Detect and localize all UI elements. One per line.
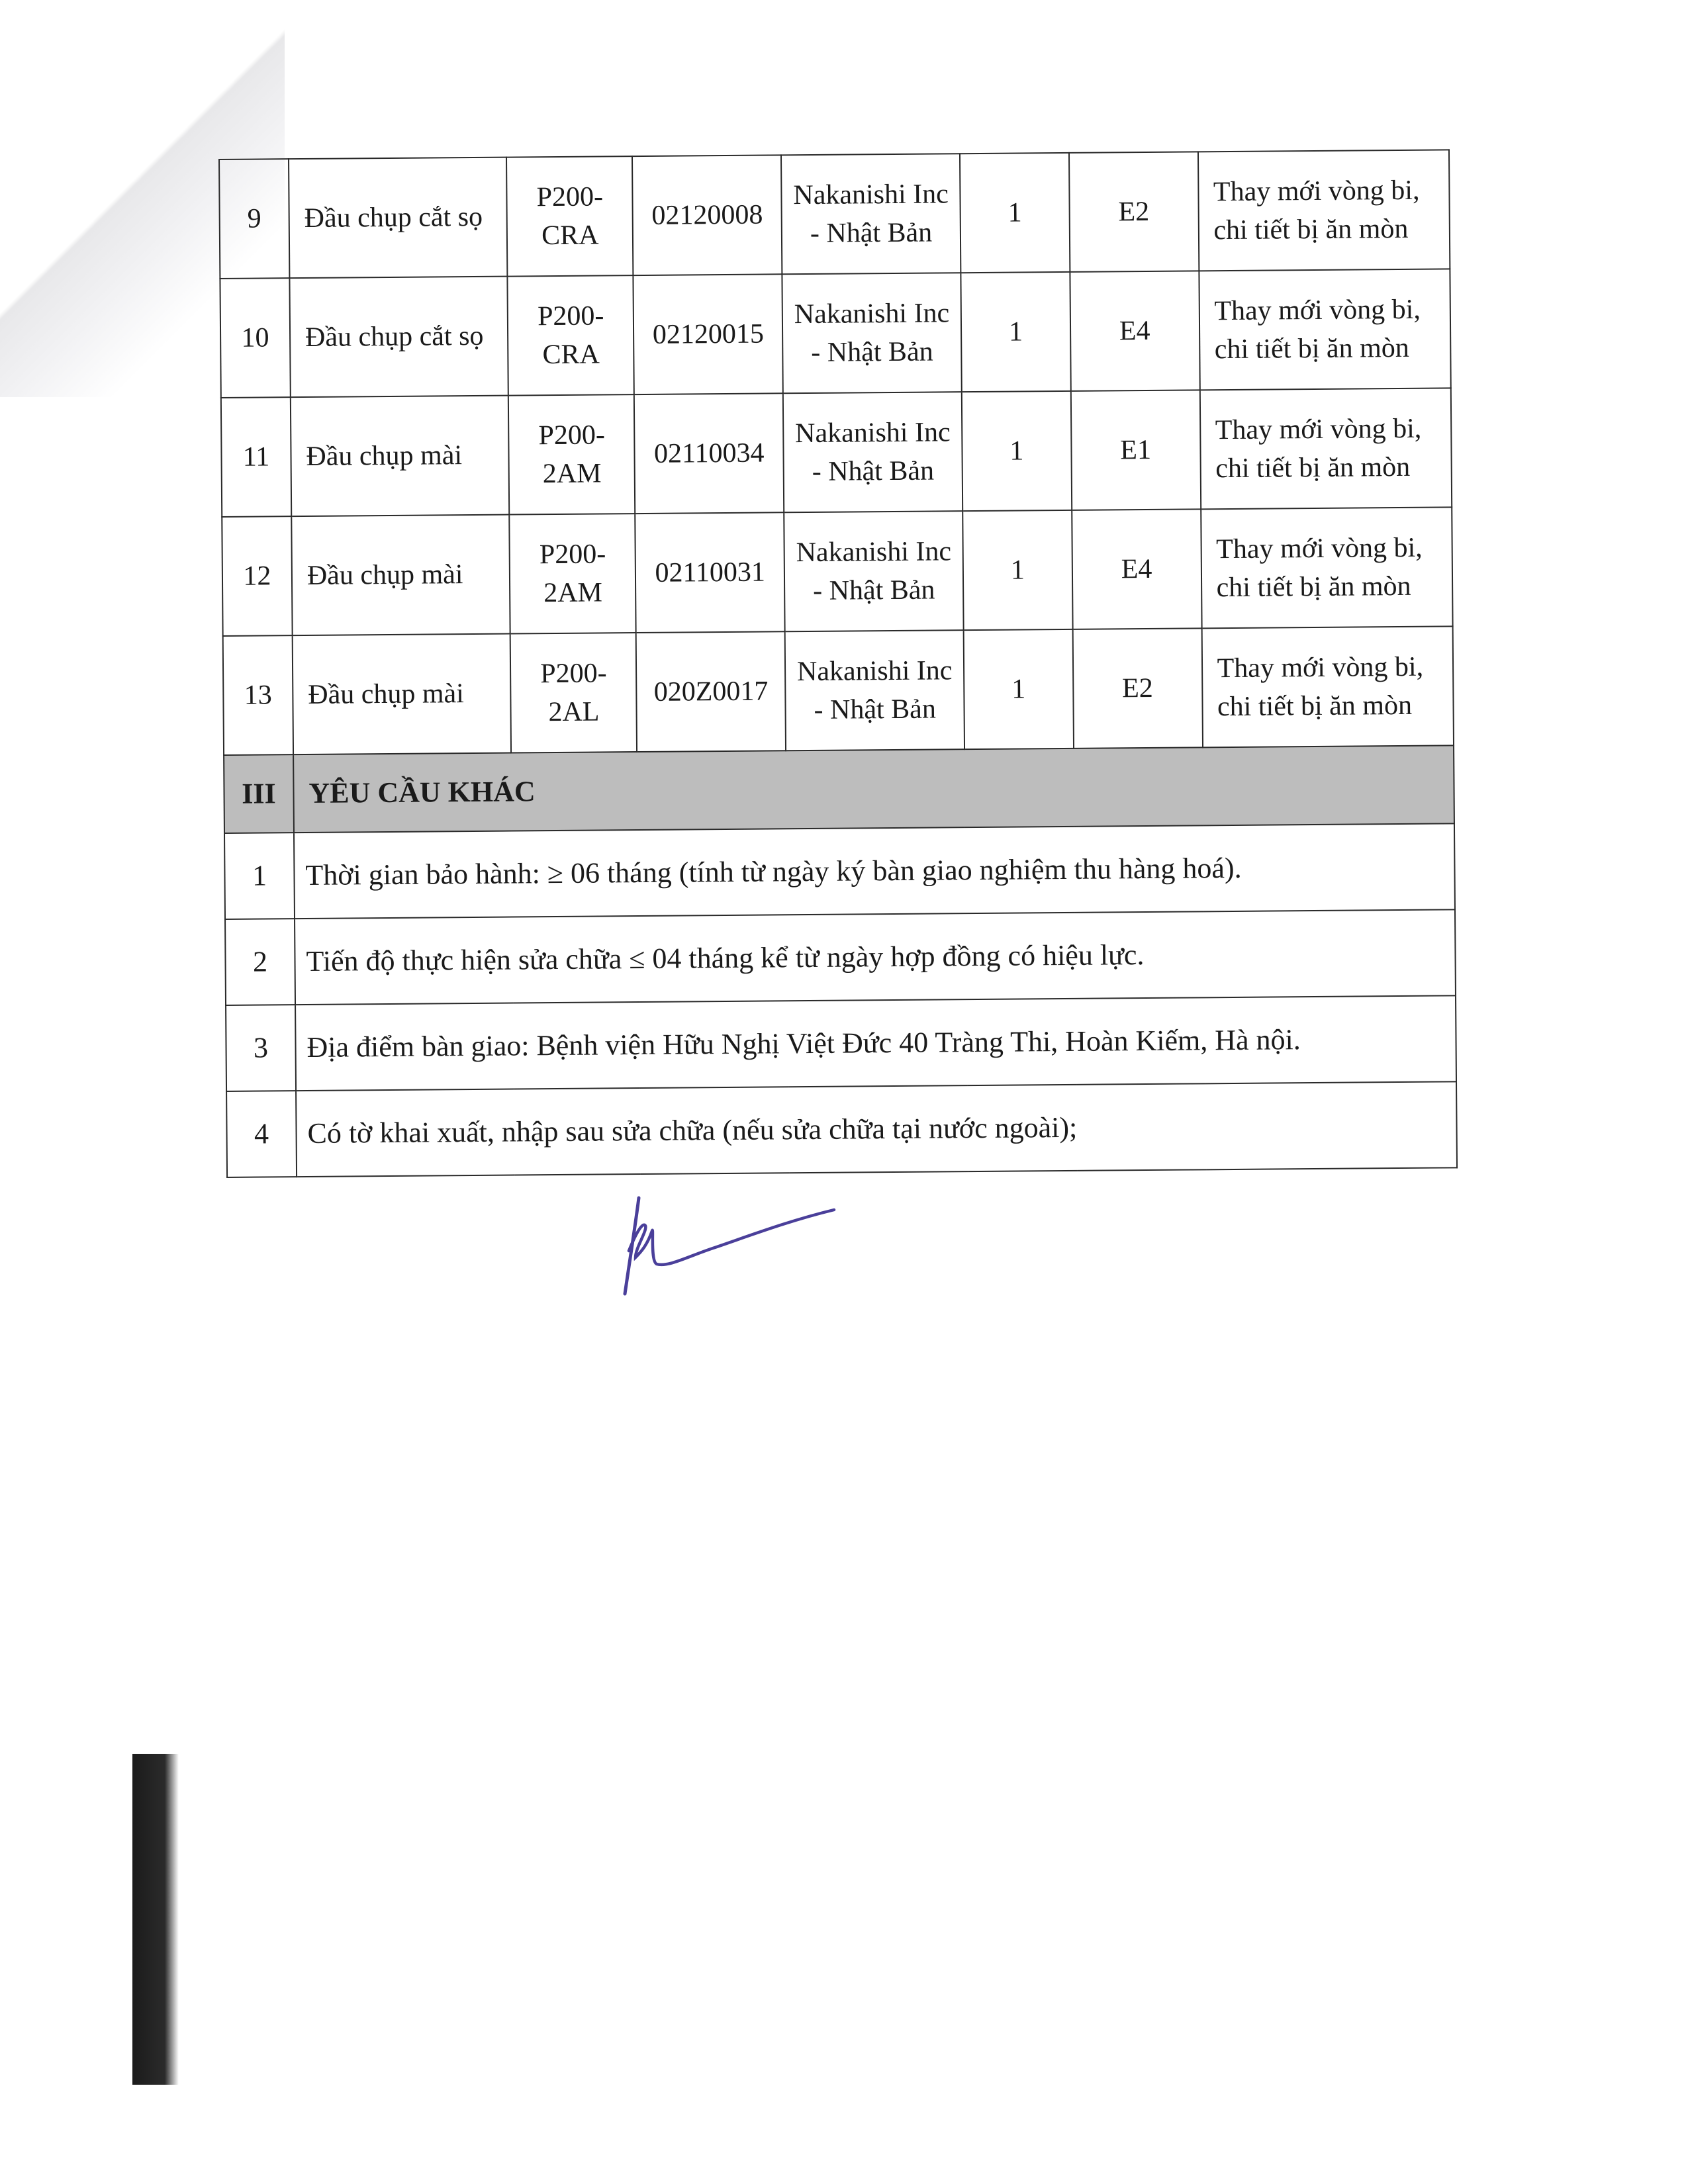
item-number: 11	[221, 397, 291, 517]
item-quantity: 1	[961, 272, 1070, 392]
item-repair-description: Thay mới vòng bi, chi tiết bị ăn mòn	[1201, 507, 1453, 628]
item-model: P200-2AL	[510, 633, 637, 752]
requirement-number: 1	[224, 833, 295, 919]
item-serial: 02110034	[634, 393, 784, 514]
item-manufacturer: Nakanishi Inc - Nhật Bản	[784, 511, 963, 631]
item-name: Đầu chụp mài	[293, 634, 512, 755]
item-name: Đầu chụp mài	[291, 396, 510, 517]
item-name: Đầu chụp mài	[291, 515, 510, 636]
table-row	[219, 150, 1450, 279]
item-serial: 02120008	[632, 155, 782, 275]
item-model: P200-CRA	[508, 275, 634, 395]
requirement-text: Tiến độ thực hiện sửa chữa ≤ 04 tháng kể từ ngày hợp đồng có hiệu lực.	[295, 909, 1456, 1005]
item-model: P200-2AM	[508, 394, 635, 514]
item-number: 12	[222, 516, 292, 636]
requirement-row	[225, 909, 1456, 1005]
item-number: 9	[219, 159, 289, 279]
handwritten-signature	[616, 1185, 867, 1304]
item-code: E1	[1071, 390, 1201, 510]
item-manufacturer: Nakanishi Inc - Nhật Bản	[783, 392, 962, 512]
item-quantity: 1	[962, 510, 1072, 630]
requirement-rows	[224, 823, 1457, 1177]
item-code: E4	[1070, 271, 1199, 391]
item-model: P200-2AM	[510, 514, 636, 633]
table-row	[223, 626, 1454, 755]
item-code: E2	[1069, 152, 1199, 272]
item-number: 10	[220, 278, 290, 398]
item-serial: 02110031	[635, 512, 785, 633]
item-repair-description: Thay mới vòng bi, chi tiết bị ăn mòn	[1199, 388, 1452, 509]
section-title: YÊU CẦU KHÁC	[293, 745, 1454, 833]
item-model: P200-CRA	[506, 156, 633, 276]
requirement-number: 3	[226, 1005, 296, 1091]
item-manufacturer: Nakanishi Inc - Nhật Bản	[782, 273, 962, 393]
item-code: E4	[1072, 509, 1201, 629]
item-number: 13	[223, 635, 293, 755]
item-code: E2	[1072, 628, 1202, 749]
requirement-text: Địa điểm bàn giao: Bệnh viện Hữu Nghị Việt Đức 40 Tràng Thi, Hoàn Kiếm, Hà nội.	[295, 995, 1456, 1091]
table-row	[220, 269, 1450, 398]
item-quantity: 1	[964, 629, 1074, 749]
item-rows	[219, 150, 1454, 755]
section-number: III	[224, 754, 294, 833]
requirement-row	[226, 995, 1456, 1091]
section-header-row	[224, 745, 1454, 833]
repair-spec-table	[218, 149, 1458, 1178]
requirement-row	[224, 823, 1455, 919]
item-repair-description: Thay mới vòng bi, chi tiết bị ăn mòn	[1201, 626, 1454, 747]
item-quantity: 1	[960, 153, 1070, 273]
requirement-text: Thời gian bảo hành: ≥ 06 tháng (tính từ ngày ký bàn giao nghiệm thu hàng hoá).	[294, 823, 1455, 919]
item-quantity: 1	[962, 391, 1072, 511]
item-repair-description: Thay mới vòng bi, chi tiết bị ăn mòn	[1197, 150, 1450, 271]
requirement-number: 2	[225, 919, 295, 1005]
item-name: Đầu chụp cắt sọ	[289, 277, 508, 398]
item-repair-description: Thay mới vòng bi, chi tiết bị ăn mòn	[1199, 269, 1451, 390]
requirement-row	[226, 1081, 1457, 1177]
item-serial: 02120015	[633, 274, 783, 394]
section-iii	[224, 745, 1454, 833]
requirement-text: Có tờ khai xuất, nhập sau sửa chữa (nếu sửa chữa tại nước ngoài);	[296, 1081, 1457, 1177]
item-name: Đầu chụp cắt sọ	[289, 158, 508, 279]
requirement-number: 4	[226, 1091, 297, 1177]
table-row	[222, 507, 1452, 636]
item-manufacturer: Nakanishi Inc - Nhật Bản	[781, 154, 961, 274]
table-row	[221, 388, 1452, 517]
item-serial: 020Z0017	[636, 631, 786, 752]
item-manufacturer: Nakanishi Inc - Nhật Bản	[785, 630, 964, 751]
